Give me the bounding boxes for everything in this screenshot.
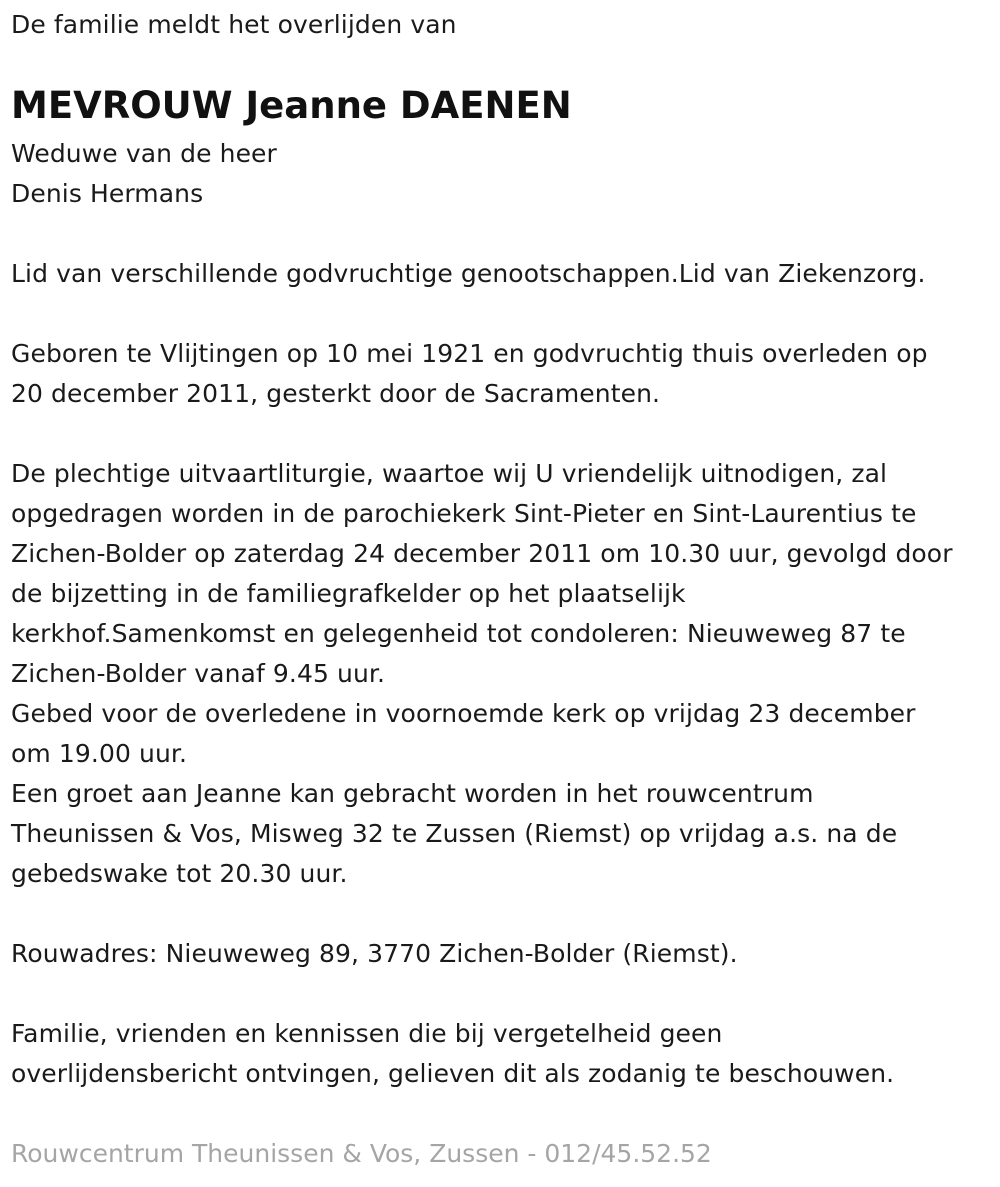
widow-paragraph	[11, 134, 277, 214]
paragraph-line: Rouwadres: Nieuweweg 89, 3770 Zichen-Bolder (Riemst).	[11, 939, 738, 968]
paragraph-line: 20 december 2011, gesterkt door de Sacramenten.	[11, 379, 661, 408]
paragraph-line: om 19.00 uur.	[11, 739, 188, 768]
paragraph-line: kerkhof.Samenkomst en gelegenheid tot condoleren: Nieuweweg 87 te	[11, 619, 906, 648]
family-paragraph	[11, 1014, 894, 1094]
paragraph-line: Denis Hermans	[11, 179, 204, 208]
paragraph-line: De plechtige uitvaartliturgie, waartoe wij U vriendelijk uitnodigen, zal	[11, 459, 888, 488]
deceased-name: MEVROUW Jeanne DAENEN	[11, 84, 572, 127]
birth-death-paragraph	[11, 334, 928, 414]
paragraph-line: Zichen-Bolder vanaf 9.45 uur.	[11, 659, 386, 688]
paragraph-line: opgedragen worden in de parochiekerk Sint-Pieter en Sint-Laurentius te	[11, 499, 917, 528]
funeral-home-footer: Rouwcentrum Theunissen & Vos, Zussen - 012/45.52.52	[11, 1139, 712, 1168]
paragraph-line: Geboren te Vlijtingen op 10 mei 1921 en godvruchtig thuis overleden op	[11, 339, 928, 368]
paragraph-line: gebedswake tot 20.30 uur.	[11, 859, 348, 888]
paragraph-line: overlijdensbericht ontvingen, gelieven dit als zodanig te beschouwen.	[11, 1059, 895, 1088]
paragraph-line: Weduwe van de heer	[11, 139, 277, 168]
address-paragraph	[11, 934, 738, 974]
paragraph-line: Een groet aan Jeanne kan gebracht worden in het rouwcentrum	[11, 779, 814, 808]
membership-paragraph	[11, 254, 926, 294]
paragraph-line: Familie, vrienden en kennissen die bij vergetelheid geen	[11, 1019, 723, 1048]
paragraph-line: de bijzetting in de familiegrafkelder op het plaatselijk	[11, 579, 686, 608]
paragraph-line: Lid van verschillende godvruchtige genootschappen.Lid van Ziekenzorg.	[11, 259, 926, 288]
ceremony-paragraph	[11, 454, 953, 894]
paragraph-line: Theunissen & Vos, Misweg 32 te Zussen (Riemst) op vrijdag a.s. na de	[11, 819, 898, 848]
intro-text: De familie meldt het overlijden van	[11, 10, 457, 39]
paragraph-line: Gebed voor de overledene in voornoemde kerk op vrijdag 23 december	[11, 699, 916, 728]
paragraph-line: Zichen-Bolder op zaterdag 24 december 2011 om 10.30 uur, gevolgd door	[11, 539, 953, 568]
